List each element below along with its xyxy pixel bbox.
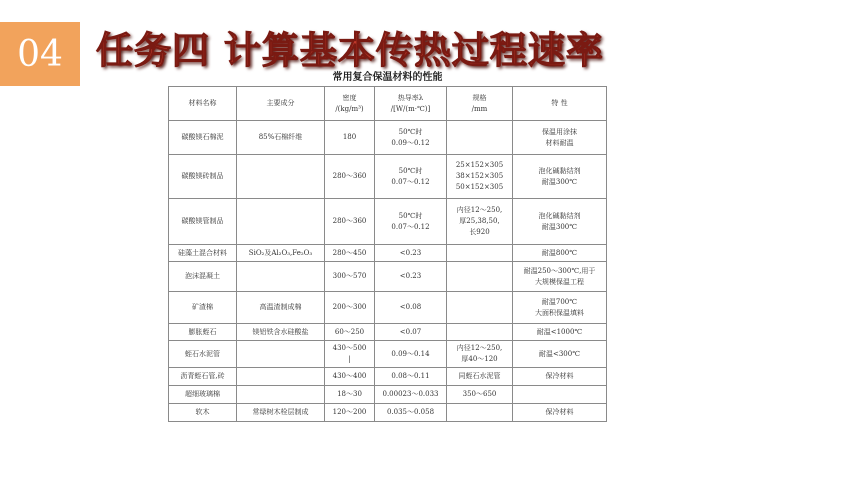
cell-main-component: 镁铝铁含水硅酸盐 xyxy=(237,324,325,341)
cell-properties: 耐温700℃ 大面积保温填料 xyxy=(513,292,607,324)
cell-density: 120～200 xyxy=(325,404,375,422)
cell-thermal-conductivity: <0.07 xyxy=(375,324,447,341)
cell-specification xyxy=(447,262,513,292)
cell-material-name: 超细玻璃棉 xyxy=(169,386,237,404)
cell-properties: 耐温800℃ xyxy=(513,245,607,262)
cell-properties: 保温用涂抹 材料耐温 xyxy=(513,121,607,155)
cell-thermal-conductivity: 0.09～0.14 xyxy=(375,341,447,368)
cell-material-name: 碳酸镁石棉泥 xyxy=(169,121,237,155)
cell-material-name: 碳酸镁砖制品 xyxy=(169,155,237,199)
table-row xyxy=(169,368,607,386)
slide-title: 任务四 计算基本传热过程速率 xyxy=(96,29,604,72)
cell-specification xyxy=(447,245,513,262)
cell-properties: 耐温250～300℃,用于 大规模保温工程 xyxy=(513,262,607,292)
cell-density: 300～570 xyxy=(325,262,375,292)
cell-main-component: 常绿树木栓层制成 xyxy=(237,404,325,422)
cell-material-name: 膨胀蛭石 xyxy=(169,324,237,341)
cell-properties: 耐温<300℃ xyxy=(513,341,607,368)
cell-thermal-conductivity: 0.035～0.058 xyxy=(375,404,447,422)
cell-main-component: SiO₂及Al₂O₃,Fe₂O₃ xyxy=(237,245,325,262)
cell-density: 60～250 xyxy=(325,324,375,341)
cell-material-name: 蛭石水泥管 xyxy=(169,341,237,368)
cell-properties: 泡化碱黏结剂 耐温300℃ xyxy=(513,199,607,245)
table-caption: 常用复合保温材料的性能 xyxy=(332,72,443,83)
cell-thermal-conductivity: 50℃时 0.07～0.12 xyxy=(375,155,447,199)
cell-thermal-conductivity: 0.08～0.11 xyxy=(375,368,447,386)
cell-specification: 内径12～250, 厚25,38,50, 长920 xyxy=(447,199,513,245)
cell-material-name: 硅藻土混合材料 xyxy=(169,245,237,262)
cell-main-component xyxy=(237,155,325,199)
cell-density: 430～400 xyxy=(325,368,375,386)
cell-thermal-conductivity: 50℃时 0.07～0.12 xyxy=(375,199,447,245)
cell-properties: 保冷材料 xyxy=(513,404,607,422)
table-row xyxy=(169,121,607,155)
table-row xyxy=(169,386,607,404)
cell-material-name: 沥青蛭石管,砖 xyxy=(169,368,237,386)
cell-specification xyxy=(447,292,513,324)
header-thermal-conductivity: 热导率λ /[W/(m·℃)] xyxy=(375,87,447,121)
cell-specification xyxy=(447,404,513,422)
table-row xyxy=(169,245,607,262)
cell-specification xyxy=(447,324,513,341)
table-header-row xyxy=(169,87,607,121)
header-specification: 规格 /mm xyxy=(447,87,513,121)
cell-specification xyxy=(447,121,513,155)
section-number-badge xyxy=(0,22,80,86)
header-properties: 特 性 xyxy=(513,87,607,121)
cell-specification: 同蛭石水泥管 xyxy=(447,368,513,386)
cell-main-component: 高温渣制成棉 xyxy=(237,292,325,324)
cell-density: 280～360 xyxy=(325,199,375,245)
table-row xyxy=(169,341,607,368)
cell-main-component xyxy=(237,199,325,245)
cell-thermal-conductivity: <0.23 xyxy=(375,245,447,262)
cell-main-component xyxy=(237,341,325,368)
cell-specification: 350～650 xyxy=(447,386,513,404)
cell-thermal-conductivity: <0.08 xyxy=(375,292,447,324)
cell-main-component xyxy=(237,386,325,404)
cell-density: 280～450 xyxy=(325,245,375,262)
cell-thermal-conductivity: 50℃时 0.09～0.12 xyxy=(375,121,447,155)
cell-material-name: 碳酸镁管制品 xyxy=(169,199,237,245)
table-row xyxy=(169,404,607,422)
cell-density: 200～300 xyxy=(325,292,375,324)
cell-main-component: 85%石棉纤维 xyxy=(237,121,325,155)
header-material-name: 材料名称 xyxy=(169,87,237,121)
cell-specification: 25×152×305 38×152×305 50×152×305 xyxy=(447,155,513,199)
cell-thermal-conductivity: <0.23 xyxy=(375,262,447,292)
materials-table xyxy=(168,86,607,422)
table-row xyxy=(169,324,607,341)
cell-density: 18～30 xyxy=(325,386,375,404)
section-number: 04 xyxy=(17,33,63,75)
cell-specification: 内径12～250, 厚40～120 xyxy=(447,341,513,368)
cell-properties: 泡化碱黏结剂 耐温300℃ xyxy=(513,155,607,199)
table-row xyxy=(169,292,607,324)
cell-properties: 保冷材料 xyxy=(513,368,607,386)
header-main-component: 主要成分 xyxy=(237,87,325,121)
cell-density: 180 xyxy=(325,121,375,155)
cell-material-name: 矿渣棉 xyxy=(169,292,237,324)
table-row xyxy=(169,155,607,199)
cell-main-component xyxy=(237,368,325,386)
cell-thermal-conductivity: 0.00023～0.033 xyxy=(375,386,447,404)
table-row xyxy=(169,199,607,245)
cell-main-component xyxy=(237,262,325,292)
table-row xyxy=(169,262,607,292)
cell-density: 280～360 xyxy=(325,155,375,199)
cell-properties: 耐温<1000℃ xyxy=(513,324,607,341)
header-density: 密度 /(kg/m³) xyxy=(325,87,375,121)
cell-material-name: 软木 xyxy=(169,404,237,422)
cell-material-name: 泡沫混凝土 xyxy=(169,262,237,292)
cell-properties xyxy=(513,386,607,404)
cell-density: 430～500 | xyxy=(325,341,375,368)
